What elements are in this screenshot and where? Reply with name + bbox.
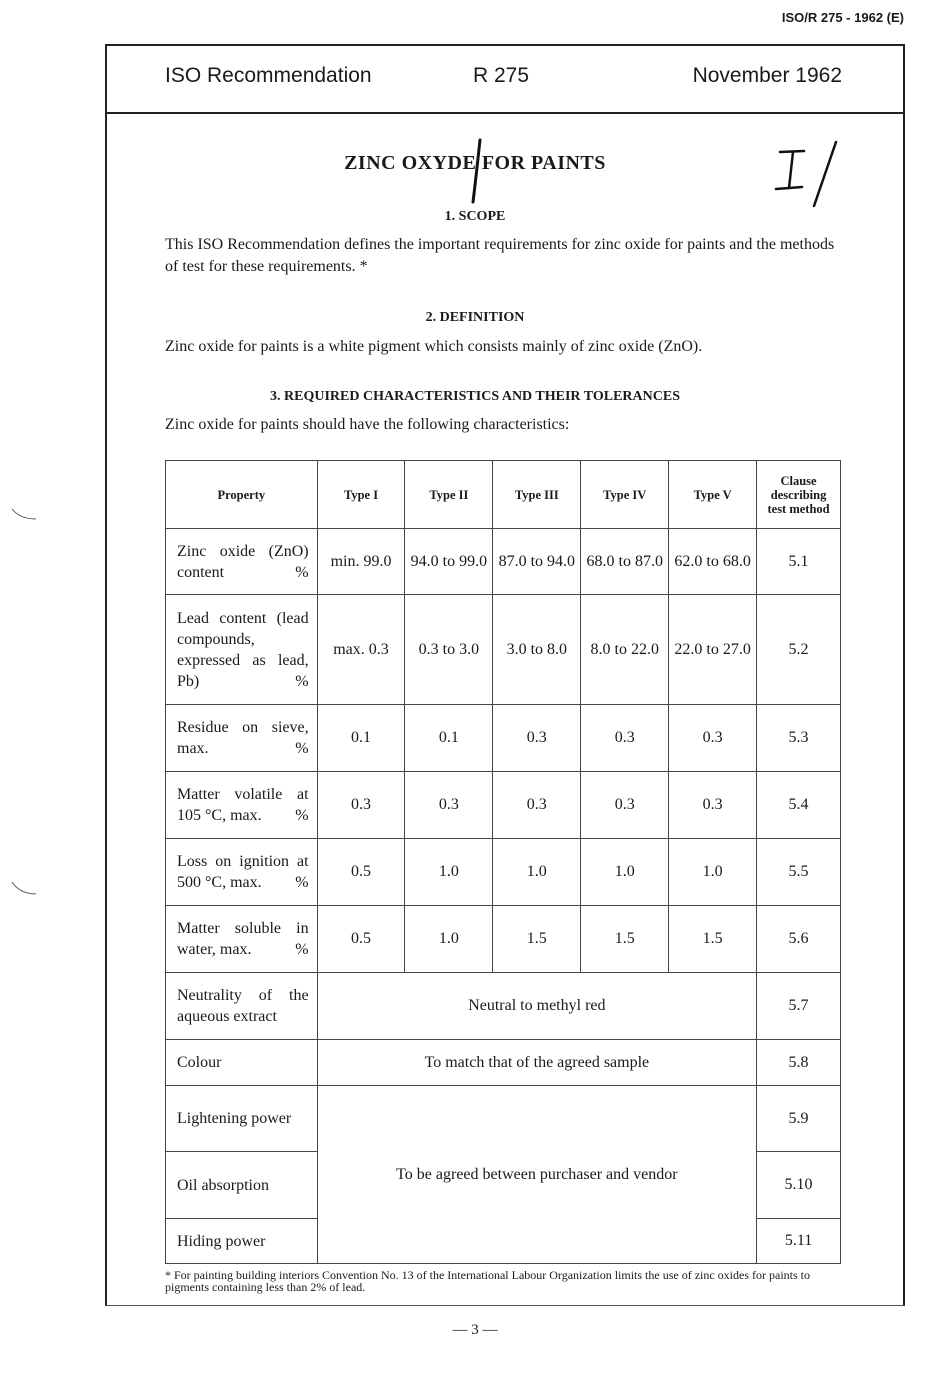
unit-percent: % [295, 941, 309, 958]
property-text: Zinc oxide (ZnO) content [177, 542, 309, 581]
value-cell: 1.0 [581, 839, 669, 906]
value-cell: 87.0 to 94.0 [493, 529, 581, 595]
table-row [166, 906, 841, 973]
value-cell: 0.3 [493, 772, 581, 839]
clause-cell: 5.9 [757, 1086, 841, 1152]
margin-tick-mark [10, 505, 40, 525]
page-title: ZINC OXYDE FOR PAINTS [344, 152, 606, 174]
value-cell: 62.0 to 68.0 [669, 529, 757, 595]
document-code: ISO/R 275 - 1962 (E) [781, 10, 904, 25]
characteristics-table [165, 460, 841, 1264]
property-text: Matter volatile at 105 °C, max. [177, 786, 309, 824]
header-type-5: Type V [669, 461, 757, 529]
clause-cell: 5.11 [757, 1219, 841, 1264]
merged-value-cell: To match that of the agreed sample [317, 1040, 757, 1086]
table-row [166, 1086, 841, 1152]
header-clause: Clause describing test method [757, 461, 841, 529]
header-type-4: Type IV [581, 461, 669, 529]
property-cell [166, 1219, 318, 1264]
page-number: — 3 — [452, 1322, 498, 1338]
value-cell: 0.5 [317, 906, 405, 973]
table-row [166, 1040, 841, 1086]
definition-text: Zinc oxide for paints is a white pigment which consists mainly of zinc oxide (ZnO). [165, 338, 703, 355]
scope-text: This ISO Recommendation defines the important requirements for zinc oxide for paints and the methods of test for these requirements. * [165, 236, 835, 275]
clause-cell: 5.3 [757, 705, 841, 772]
unit-percent: % [295, 807, 309, 824]
table-row [166, 973, 841, 1040]
merged-value-cell: Neutral to methyl red [317, 973, 757, 1040]
header-type-2: Type II [405, 461, 493, 529]
header-type-1: Type I [317, 461, 405, 529]
table-row [166, 839, 841, 906]
property-text: Residue on sieve, max. [177, 719, 309, 757]
handwritten-annotation [770, 138, 840, 208]
margin-tick-mark [10, 880, 40, 900]
value-cell: 1.0 [405, 839, 493, 906]
unit-percent: % [295, 563, 309, 581]
table-row [166, 772, 841, 839]
property-cell [166, 1040, 318, 1086]
clause-cell: 5.5 [757, 839, 841, 906]
property-text: Neutrality of the aqueous extract [177, 987, 309, 1025]
value-cell: max. 0.3 [317, 595, 405, 705]
value-cell: 68.0 to 87.0 [581, 529, 669, 595]
clause-cell: 5.8 [757, 1040, 841, 1086]
property-cell [166, 906, 318, 973]
value-cell: 0.3 [669, 772, 757, 839]
property-text: Loss on ignition at 500 °C, max. [177, 853, 309, 891]
table-row [166, 705, 841, 772]
value-cell: 0.3 [581, 772, 669, 839]
clause-cell: 5.2 [757, 595, 841, 705]
value-cell: 0.3 to 3.0 [405, 595, 493, 705]
clause-cell: 5.10 [757, 1152, 841, 1219]
header-date: November 1962 [692, 64, 842, 87]
value-cell: 1.0 [405, 906, 493, 973]
value-cell: min. 99.0 [317, 529, 405, 595]
value-cell: 22.0 to 27.0 [669, 595, 757, 705]
header-rule [107, 112, 903, 114]
property-text: Hiding power [177, 1232, 266, 1250]
header-number: R 275 [473, 64, 530, 87]
footnote: * For painting building interiors Convention No. 13 of the International Labour Organization limits the use of zinc oxides for paints to pigments containing less than 2% of lead. [165, 1268, 810, 1294]
header-org: ISO Recommendation [165, 64, 372, 87]
clause-cell: 5.1 [757, 529, 841, 595]
header-type-3: Type III [493, 461, 581, 529]
clause-cell: 5.6 [757, 906, 841, 973]
unit-percent: % [295, 672, 309, 690]
unit-percent: % [295, 740, 309, 757]
table-row [166, 595, 841, 705]
table-row [166, 529, 841, 595]
value-cell: 1.0 [669, 839, 757, 906]
value-cell: 0.3 [317, 772, 405, 839]
value-cell: 1.0 [493, 839, 581, 906]
value-cell: 0.3 [581, 705, 669, 772]
value-cell: 94.0 to 99.0 [405, 529, 493, 595]
value-cell: 0.5 [317, 839, 405, 906]
property-cell [166, 705, 318, 772]
clause-cell: 5.7 [757, 973, 841, 1040]
value-cell: 8.0 to 22.0 [581, 595, 669, 705]
header-property: Property [166, 461, 318, 529]
value-cell: 0.1 [405, 705, 493, 772]
property-text: Lightening power [177, 1110, 292, 1127]
property-text: Lead content (lead compounds, expressed as lead, Pb) [177, 609, 309, 690]
value-cell: 0.3 [405, 772, 493, 839]
value-cell: 0.3 [669, 705, 757, 772]
property-cell [166, 1086, 318, 1152]
property-cell [166, 529, 318, 595]
value-cell: 1.5 [493, 906, 581, 973]
section-heading-definition: 2. DEFINITION [425, 310, 525, 325]
characteristics-text: Zinc oxide for paints should have the following characteristics: [165, 416, 570, 433]
value-cell: 1.5 [581, 906, 669, 973]
property-text: Matter soluble in water, max. [177, 920, 309, 958]
section-heading-scope: 1. SCOPE [444, 209, 506, 224]
property-cell [166, 595, 318, 705]
property-cell [166, 839, 318, 906]
property-text: Oil absorption [177, 1176, 269, 1194]
handwritten-stroke-mark [464, 138, 488, 204]
value-cell: 0.3 [493, 705, 581, 772]
property-text: Colour [177, 1054, 222, 1071]
property-cell [166, 772, 318, 839]
property-cell [166, 973, 318, 1040]
table-header-row [166, 461, 841, 529]
value-cell: 3.0 to 8.0 [493, 595, 581, 705]
value-cell: 0.1 [317, 705, 405, 772]
property-cell [166, 1152, 318, 1219]
value-cell: 1.5 [669, 906, 757, 973]
merged-agreement-cell: To be agreed between purchaser and vendor [317, 1086, 757, 1264]
section-heading-characteristics: 3. REQUIRED CHARACTERISTICS AND THEIR TOLERANCES [270, 389, 680, 404]
clause-cell: 5.4 [757, 772, 841, 839]
unit-percent: % [295, 874, 309, 891]
